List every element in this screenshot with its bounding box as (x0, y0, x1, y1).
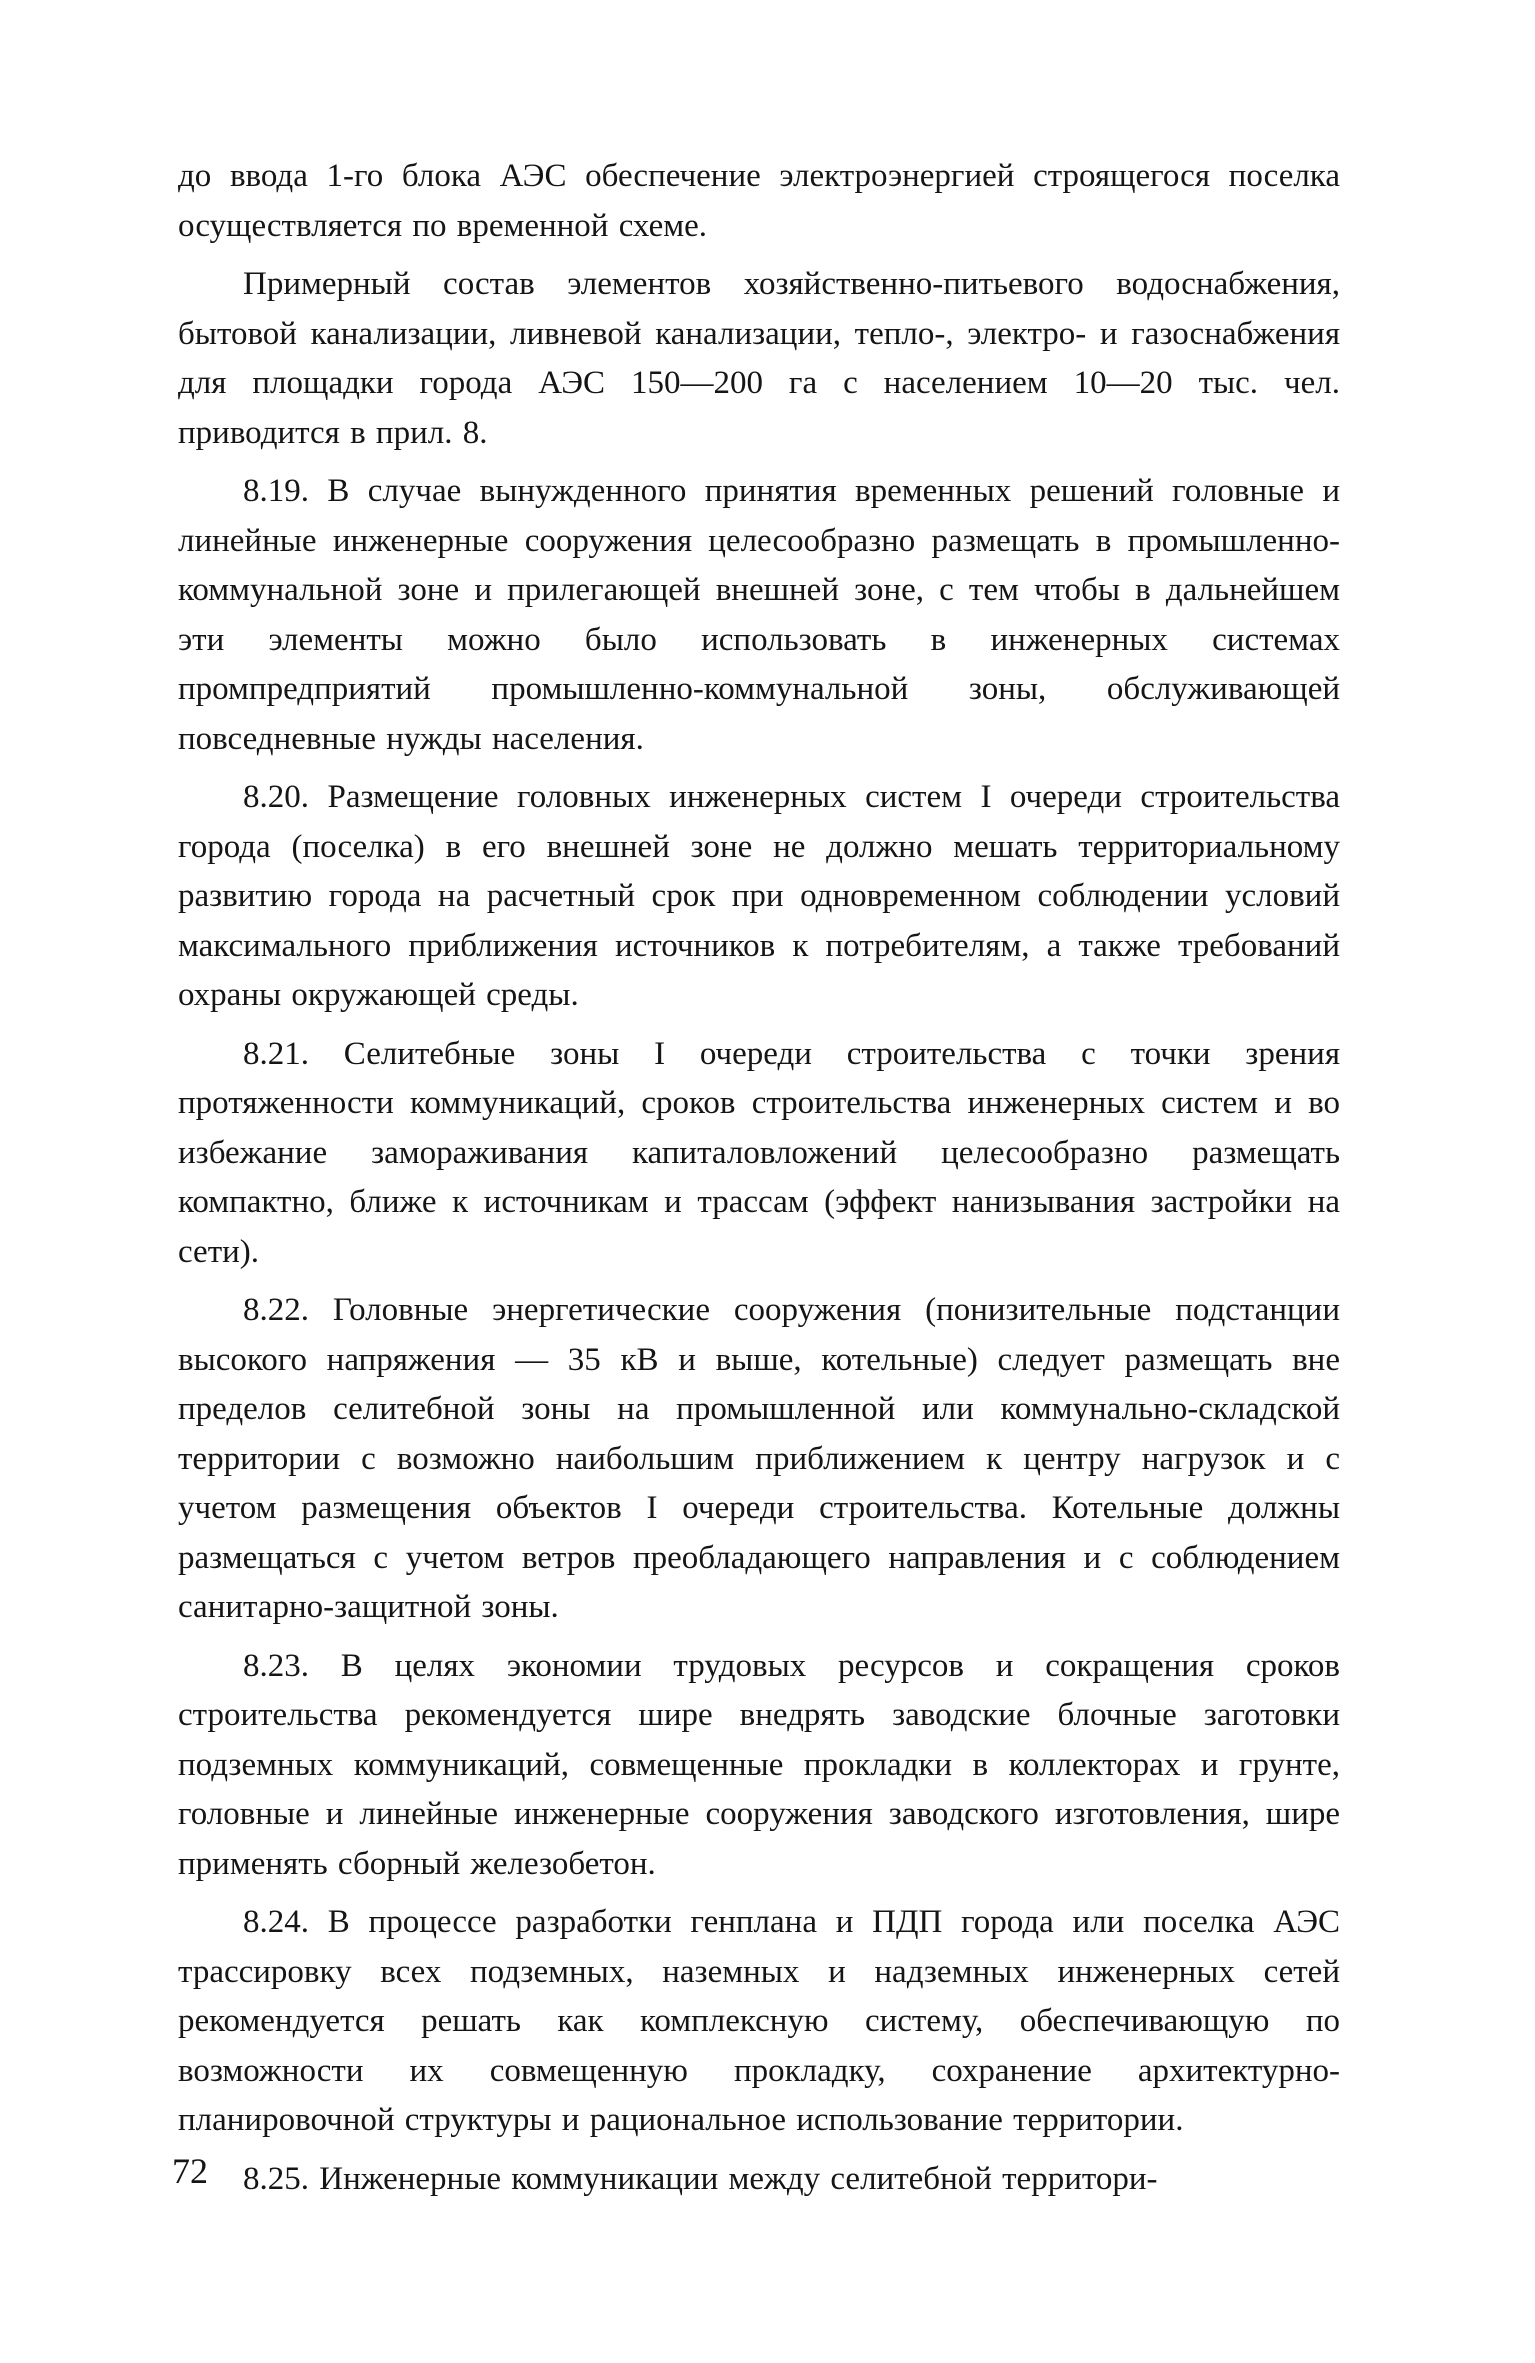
paragraph-8-21: 8.21. Селитебные зоны I очереди строительства с точки зрения протяженности коммуникаций, сроков строительства инженерных систем и во избежание замораживания капиталовложений целесообразно размещать компактно, ближе к источникам и трассам (эффект нанизывания застройки на сети). (178, 1035, 1340, 1270)
page-number: 72 (172, 2151, 208, 2191)
paragraph-8-22: 8.22. Головные энергетические сооружения (понизительные подстанции высокого напряжения — 35 кВ и выше, котельные) следует размещать вне пределов селитебной зоны на промышленной или коммунально-складской территории с возможно наибольшим приближением к центру нагрузок и с учетом размещения объектов I очереди строительства. Котельные должны размещаться с учетом ветров преобладающего направления и с соблюдением санитарно-защитной зоны. (178, 1292, 1340, 1625)
paragraph-composition: Примерный состав элементов хозяйственно-питьевого водоснабжения, бытовой канализации, ливневой канализации, тепло-, электро- и газоснабжения для площадки города АЭС 150—200 га с населением 10—20 тыс. чел. приводится в прил. 8. (178, 266, 1340, 451)
document-page (178, 152, 1340, 2213)
paragraph-continuation: до ввода 1-го блока АЭС обеспечение электроэнергией строящегося поселка осуществляется по временной схеме. (178, 158, 1340, 244)
paragraph-8-24: 8.24. В процессе разработки генплана и ПДП города или поселка АЭС трассировку всех подземных, наземных и надземных инженерных сетей рекомендуется решать как комплексную систему, обеспечивающую по возможности их совмещенную прокладку, сохранение архитектурно-планировочной структуры и рациональное использование территории. (178, 1904, 1340, 2138)
paragraph-8-19: 8.19. В случае вынужденного принятия временных решений головные и линейные инженерные сооружения целесообразно размещать в промышленно-коммунальной зоне и прилегающей внешней зоне, с тем чтобы в дальнейшем эти элементы можно было использовать в инженерных системах промпредприятий промышленно-коммунальной зоны, обслуживающей повседневные нужды населения. (178, 473, 1340, 757)
paragraph-8-25: 8.25. Инженерные коммуникации между селитебной территори- (243, 2160, 1158, 2197)
paragraph-8-20: 8.20. Размещение головных инженерных систем I очереди строительства города (поселка) в его внешней зоне не должно мешать территориальному развитию города на расчетный срок при одновременном соблюдении условий максимального приближения источников к потребителям, а также требований охраны окружающей среды. (178, 779, 1340, 1013)
paragraph-8-23: 8.23. В целях экономии трудовых ресурсов и сокращения сроков строительства рекомендуется шире внедрять заводские блочные заготовки подземных коммуникаций, совмещенные прокладки в коллекторах и грунте, головные и линейные инженерные сооружения заводского изготовления, шире применять сборный железобетон. (178, 1647, 1340, 1882)
